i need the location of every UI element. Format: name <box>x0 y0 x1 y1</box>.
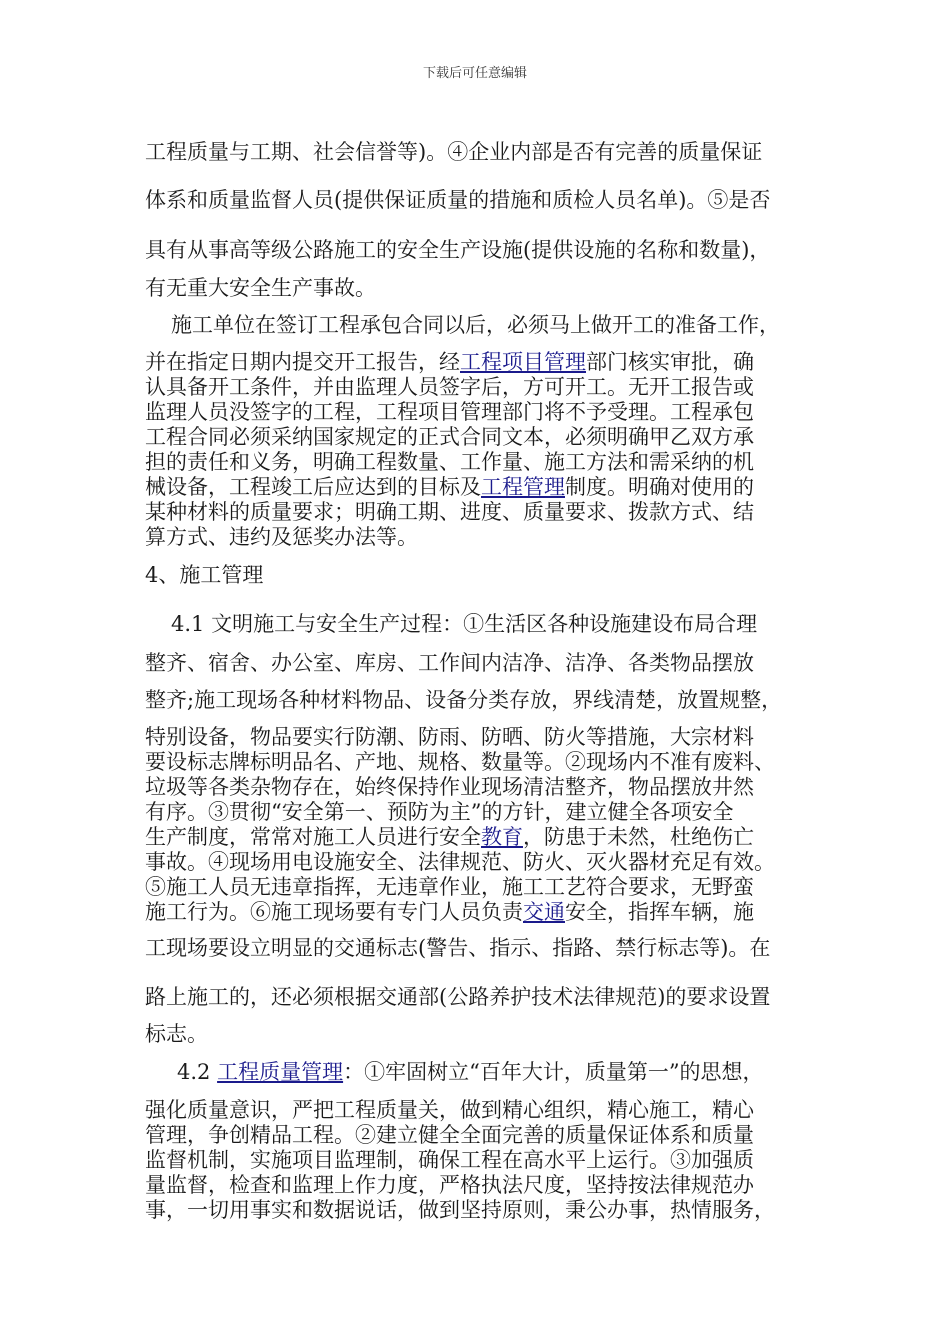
hyperlink[interactable]: 工程质量管理 <box>217 1060 344 1084</box>
text-line <box>145 1173 754 1197</box>
text-run: 要设标志牌标明品名、产地、规格、数量等。②现场内不准有废料、 <box>145 750 775 774</box>
text-line <box>145 1022 208 1046</box>
text-line <box>145 525 418 549</box>
hyperlink[interactable]: 交通 <box>523 900 565 924</box>
text-run: 监督机制，实施项目监理制，确保工程在高水平上运行。③加强质 <box>145 1148 754 1172</box>
text-run: ，防患于未然，杜绝伤亡 <box>523 825 754 849</box>
text-line <box>145 500 754 524</box>
text-run: 管理，争创精品工程。②建立健全全面完善的质量保证体系和质量 <box>145 1123 754 1147</box>
text-run: 认具备开工条件，并由监理人员签字后，方可开工。无开工报告或 <box>145 375 754 399</box>
text-line <box>145 1098 754 1122</box>
text-run: ：①牢固树立“百年大计，质量第一”的思想， <box>343 1060 764 1084</box>
text-line <box>145 350 754 374</box>
text-line <box>145 651 754 675</box>
page-header: 下载后可任意编辑 <box>422 66 527 81</box>
text-line <box>145 140 762 164</box>
text-line <box>177 1060 764 1084</box>
text-line <box>145 850 775 874</box>
text-line <box>171 612 757 636</box>
text-line <box>145 936 770 960</box>
text-run: 施工单位在签订工程承包合同以后，必须马上做开工的准备工作， <box>171 313 780 337</box>
text-run: 制度。明确对使用的 <box>565 475 754 499</box>
text-line <box>145 563 263 587</box>
text-line <box>145 775 754 799</box>
text-run: 担的责任和义务，明确工程数量、工作量、施工方法和需采纳的机 <box>145 450 754 474</box>
text-run: ⑤施工人员无违章指挥，无违章作业，施工工艺符合要求，无野蛮 <box>145 875 754 899</box>
text-run: 具有从事高等级公路施工的安全生产设施(提供设施的名称和数量)， <box>145 238 771 262</box>
text-line <box>145 688 782 712</box>
text-line <box>145 1198 775 1222</box>
text-run: 特别设备，物品要实行防潮、防雨、防晒、防火等措施，大宗材料 <box>145 725 754 749</box>
text-line <box>145 750 775 774</box>
text-run: 整齐;施工现场各种材料物品、设备分类存放，界线清楚，放置规整， <box>145 688 783 712</box>
text-line <box>145 875 754 899</box>
text-run: 4.1 文明施工与安全生产过程：①生活区各种设施建设布局合理 <box>171 612 758 636</box>
text-line <box>145 985 770 1009</box>
text-line <box>145 238 770 262</box>
text-run: 施工行为。⑥施工现场要有专门人员负责 <box>145 900 523 924</box>
hyperlink[interactable]: 工程管理 <box>481 475 565 499</box>
hyperlink[interactable]: 教育 <box>481 825 523 849</box>
text-run: 某种材料的质量要求；明确工期、进度、质量要求、拨款方式、结 <box>145 500 754 524</box>
text-run: 工程合同必须采纳国家规定的正式合同文本，必须明确甲乙双方承 <box>145 425 754 449</box>
text-run: 并在指定日期内提交开工报告，经 <box>145 350 460 374</box>
text-run: 4、施工管理 <box>145 563 264 587</box>
text-run: 部门核实审批，确 <box>586 350 754 374</box>
text-run: 强化质量意识，严把工程质量关，做到精心组织，精心施工，精心 <box>145 1098 754 1122</box>
text-run: 生产制度，常常对施工人员进行安全 <box>145 825 481 849</box>
text-line <box>145 1148 754 1172</box>
text-line <box>145 825 754 849</box>
text-run: 工程质量与工期、社会信誉等)。④企业内部是否有完善的质量保证 <box>145 140 763 164</box>
text-line <box>145 725 754 749</box>
text-line <box>145 1123 754 1147</box>
text-run: 垃圾等各类杂物存在，始终保持作业现场清洁整齐，物品摆放井然 <box>145 775 754 799</box>
text-line <box>145 800 733 824</box>
text-line <box>145 400 754 424</box>
text-run: 工现场要设立明显的交通标志(警告、指示、指路、禁行标志等)。在 <box>145 936 771 960</box>
text-run: 有无重大安全生产事故。 <box>145 276 376 300</box>
text-run: 4.2 <box>177 1060 218 1084</box>
text-run: 事故。④现场用电设施安全、法律规范、防火、灭火器材充足有效。 <box>145 850 775 874</box>
text-line <box>171 313 780 337</box>
text-run: 事，一切用事实和数据说话，做到坚持原则，秉公办事，热情服务， <box>145 1198 775 1222</box>
text-line <box>145 375 754 399</box>
text-run: 标志。 <box>145 1022 208 1046</box>
text-run: 有序。③贯彻“安全第一、预防为主”的方针，建立健全各项安全 <box>145 800 734 824</box>
text-run: 量监督，检查和监理上作力度，严格执法尺度，坚持按法律规范办 <box>145 1173 754 1197</box>
text-line <box>145 188 770 212</box>
text-line <box>145 475 754 499</box>
text-line <box>145 276 376 300</box>
text-run: 体系和质量监督人员(提供保证质量的措施和质检人员名单)。⑤是否 <box>145 188 771 212</box>
text-run: 监理人员没签字的工程，工程项目管理部门将不予受理。工程承包 <box>145 400 754 424</box>
text-run: 路上施工的，还必须根据交通部(公路养护技术法律规范)的要求设置 <box>145 985 771 1009</box>
text-run: 安全，指挥车辆，施 <box>565 900 754 924</box>
hyperlink[interactable]: 工程项目管理 <box>460 350 586 374</box>
text-line <box>145 450 754 474</box>
text-run: 整齐、宿舍、办公室、库房、工作间内洁净、洁净、各类物品摆放 <box>145 651 754 675</box>
text-line <box>145 900 754 924</box>
text-line <box>145 425 754 449</box>
text-run: 算方式、违约及惩奖办法等。 <box>145 525 418 549</box>
text-run: 械设备，工程竣工后应达到的目标及 <box>145 475 481 499</box>
